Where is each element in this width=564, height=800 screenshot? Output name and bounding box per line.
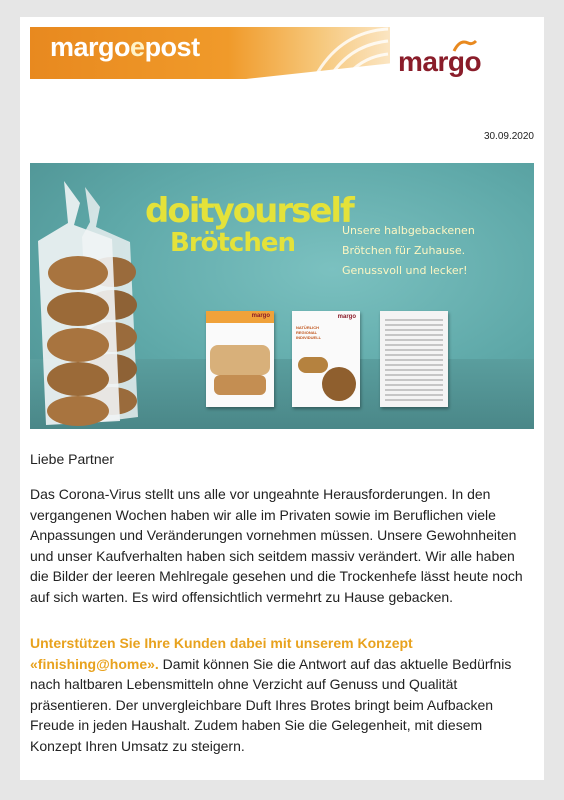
hero-title-line1: doityourself — [145, 191, 353, 231]
offer-body: Damit können Sie die Antwort auf das aktuelle Bedürfnis nach haltbaren Lebensmitteln ohne Verzicht auf Genuss und Qualität präsentieren. Der unvergleichbare Duft Ihres Brotes bringt beim Aufbacken Freude in jeden Haushalt. Zudem haben Sie die Gelegenheit, mit diesem Konzept Ihren Umsatz zu steigern. — [30, 655, 512, 754]
brochure-2-label: margo — [337, 314, 356, 320]
brochure-2-text: NATÜRLICH REGIONAL INDIVIDUELL — [296, 325, 322, 340]
wheat-arcs-icon — [310, 27, 390, 79]
hero-claim-line: Genussvoll und lecker! — [342, 264, 468, 277]
hero-title-line2: Brötchen — [170, 228, 295, 258]
brochure-1-label: margo — [251, 313, 270, 319]
brand-logo[interactable]: margo — [398, 46, 482, 77]
bread-bag-front-illustration — [30, 171, 136, 429]
hero-claim-line: Brötchen für Zuhause. — [342, 244, 466, 257]
brochure-2 — [292, 311, 360, 407]
email-page — [20, 17, 544, 780]
intro-paragraph: Das Corona-Virus stellt uns alle vor ungeahnte Herausforderungen. In den vergangenen Wochen haben wir alle im Privaten sowie im Beruflichen viele Anpassungen und Veränderungen vornehmen müssen. Unsere Gewohnheiten und unser Kaufverhalten haben sich seitdem massiv verändert. Wir alle haben die Bilder der leeren Mehlregale gesehen und die Trockenhefe lässt heute noch auf sich warten. Es wird offensichtlich vermehrt zu Hause gebacken. — [30, 486, 523, 605]
offer-highlight: Unterstützen Sie Ihre Kunden dabei mit unserem Konzept «finishing@home». — [30, 635, 413, 672]
hero-claim-line: Unsere halbgebackenen — [342, 224, 475, 237]
brochure-3 — [380, 311, 448, 407]
hero-image[interactable] — [30, 163, 534, 429]
salutation: Liebe Partner — [30, 451, 115, 467]
newsletter-title: margoepost — [50, 32, 200, 62]
offer-paragraph — [30, 633, 530, 756]
brochure-1 — [206, 311, 274, 407]
hero-claim — [342, 221, 522, 281]
newsletter-header — [20, 17, 544, 97]
issue-date: 30.09.2020 — [483, 131, 534, 142]
